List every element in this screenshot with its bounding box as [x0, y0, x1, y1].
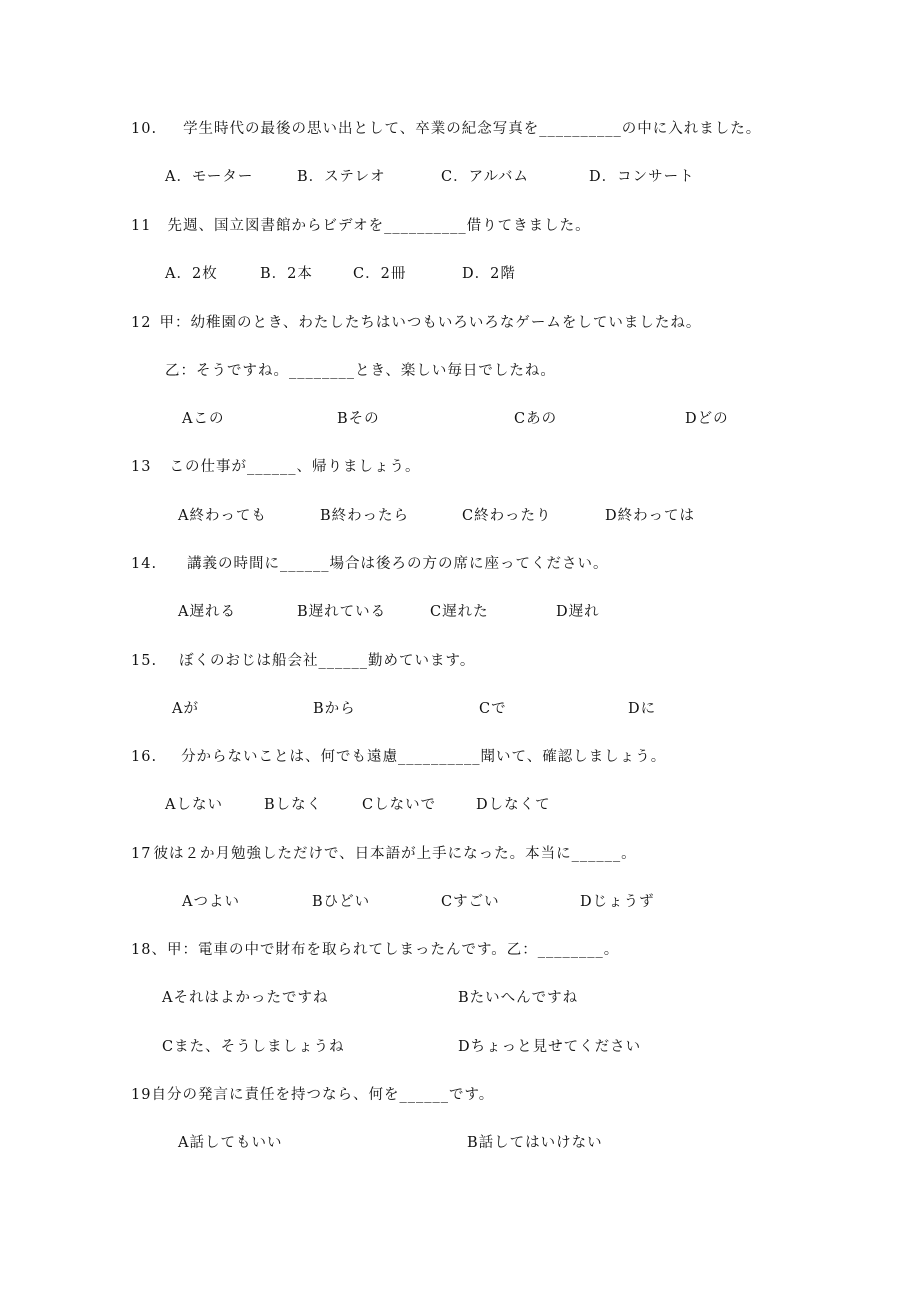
option-a: Aこの — [182, 411, 225, 427]
question-17 — [131, 844, 637, 864]
question-number: 16. — [131, 749, 158, 765]
option-a: Aが — [172, 701, 199, 717]
option-b: B終わったら — [320, 508, 410, 524]
option-a: A．モーター — [165, 169, 254, 185]
question-12 — [131, 313, 701, 333]
question-text: 分からないことは、何でも遠慮__________聞いて、確認しましょう。 — [181, 749, 667, 765]
question-10 — [131, 119, 761, 139]
question-19 — [131, 1085, 494, 1105]
question-number: 14. — [131, 556, 158, 572]
question-number: 12 — [131, 315, 152, 331]
option-c: Cまた、そうしましょうね — [162, 1039, 345, 1055]
option-b: B話してはいけない — [467, 1135, 603, 1151]
question-15 — [131, 651, 475, 671]
option-a: A．2枚 — [165, 266, 218, 282]
question-text: この仕事が______、帰りましょう。 — [169, 459, 421, 475]
question-text: 彼は２か月勉強しただけで、日本語が上手になった。本当に______。 — [153, 846, 637, 862]
option-c: Cしないで — [362, 797, 437, 813]
option-b: Bから — [313, 701, 356, 717]
option-c: C．アルバム — [441, 169, 529, 185]
question-13 — [131, 457, 420, 477]
option-b: B．ステレオ — [297, 169, 386, 185]
option-d: D．2階 — [462, 266, 516, 282]
question-text: 甲：電車の中で財布を取られてしまったんです。乙：________。 — [166, 942, 620, 958]
option-d: Dちょっと見せてください — [458, 1039, 642, 1055]
option-a: Aそれはよかったですね — [162, 990, 329, 1006]
question-12-reply: 乙：そうですね。________とき、楽しい毎日でしたね。 — [165, 363, 556, 379]
question-number: 19 — [131, 1087, 152, 1103]
option-a: Aつよい — [182, 894, 240, 910]
option-a: A遅れる — [178, 604, 236, 620]
question-11 — [131, 216, 591, 236]
option-d: Dしなくて — [476, 797, 551, 813]
option-c: Cあの — [514, 411, 558, 427]
question-number: 11 — [131, 218, 152, 234]
question-text: 自分の発言に責任を持つなら、何を______です。 — [151, 1087, 495, 1103]
option-c: C．2冊 — [353, 266, 407, 282]
option-d: D．コンサート — [589, 169, 695, 185]
question-number: 13 — [131, 459, 152, 475]
option-d: Dに — [628, 701, 657, 717]
question-text: 講義の時間に______場合は後ろの方の席に座ってください。 — [187, 556, 609, 572]
option-c: Cで — [479, 701, 507, 717]
question-number: 15. — [131, 653, 158, 669]
question-number: 17 — [131, 846, 152, 862]
question-text: 甲：幼稚園のとき、わたしたちはいつもいろいろなゲームをしていましたね。 — [159, 315, 702, 331]
question-text: 先週、国立図書館からビデオを__________借りてきました。 — [167, 218, 591, 234]
option-a: Aしない — [165, 797, 223, 813]
option-a: A終わっても — [178, 508, 267, 524]
option-b: Bその — [337, 411, 380, 427]
option-b: Bひどい — [312, 894, 371, 910]
question-text: ぼくのおじは船会社______勤めています。 — [179, 653, 476, 669]
option-d: D終わっては — [605, 508, 695, 524]
option-b: Bたいへんですね — [458, 990, 579, 1006]
question-16 — [131, 747, 666, 767]
option-d: Dどの — [685, 411, 729, 427]
question-number: 10. — [131, 121, 158, 137]
option-d: Dじょうず — [580, 894, 655, 910]
option-c: C終わったり — [462, 508, 552, 524]
option-c: C遅れた — [430, 604, 489, 620]
option-a: A話してもいい — [178, 1135, 283, 1151]
question-text: 学生時代の最後の思い出として、卒業の紀念写真を__________の中に入れました。 — [183, 121, 762, 137]
option-b: B遅れている — [297, 604, 387, 620]
question-18 — [131, 940, 619, 960]
option-b: Bしなく — [264, 797, 323, 813]
question-number: 18、 — [131, 942, 167, 958]
option-c: Cすごい — [441, 894, 500, 910]
option-d: D遅れ — [556, 604, 600, 620]
question-14 — [131, 554, 609, 574]
option-b: B．2本 — [260, 266, 313, 282]
